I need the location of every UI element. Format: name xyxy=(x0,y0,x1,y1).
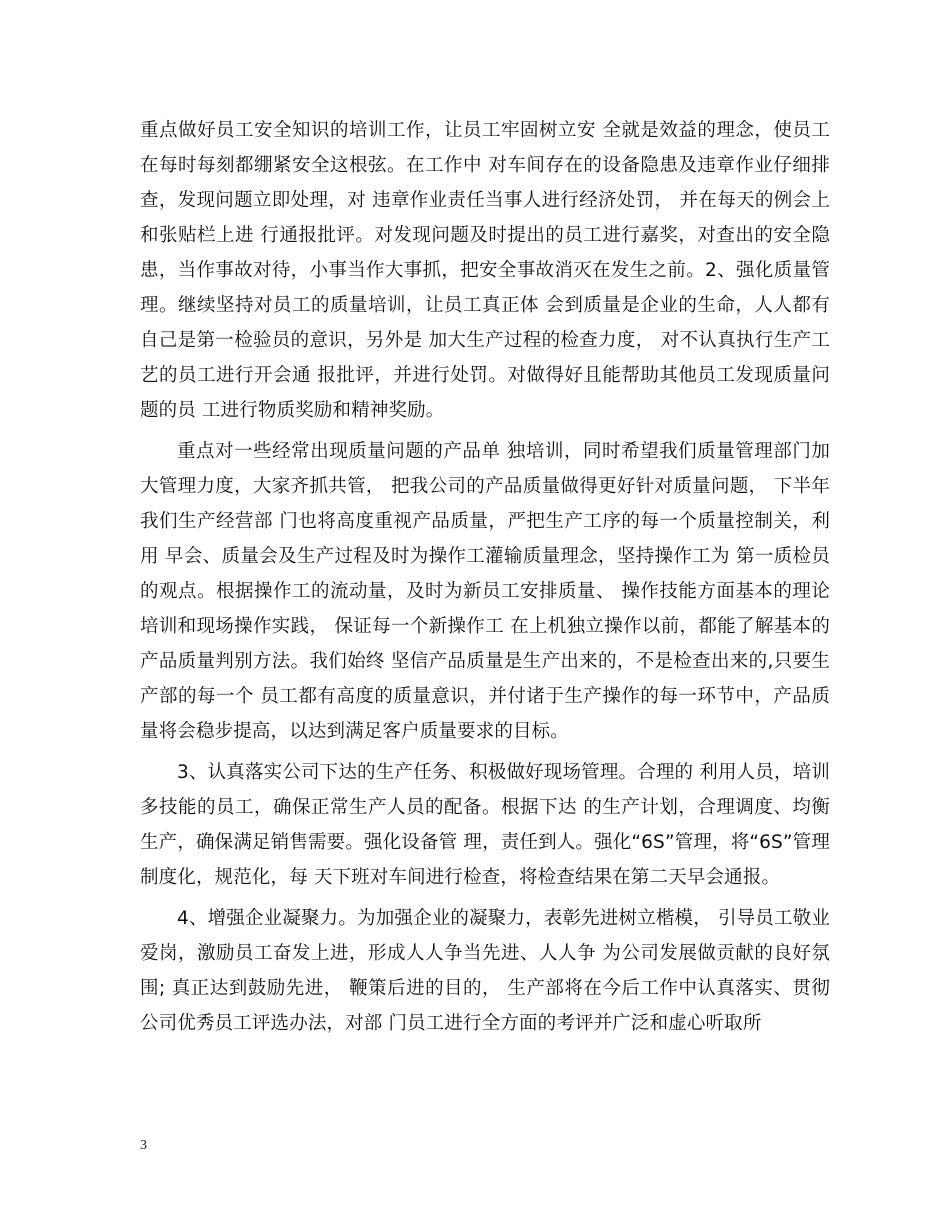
paragraph-quality-training: 重点对一些经常出现质量问题的产品单 独培训，同时希望我们质量管理部门加大管理力度，大家齐抓共管， 把我公司的产品质量做得更好针对质量问题， 下半年我们生产经营部 门也将高度重视产品质量，严把生产工序的每一个质量控制关，利用 早会、质量会及生产过程及时为操作工灌输质量理念，坚持操作工为 第一质检员的观点。根据操作工的流动量，及时为新员工安排质量、 操作技能方面基本的理论培训和现场操作实践， 保证每一个新操作工 在上机独立操作以前，都能了解基本的产品质量判别方法。我们始终 坚信产品质量是生产出来的，不是检查出来的,只要生产部的每一个 员工都有高度的质量意识，并付诸于生产操作的每一环节中，产品质 量将会稳步提高，以达到满足客户质量要求的目标。 xyxy=(140,441,830,742)
page-number: 3 xyxy=(140,1138,147,1153)
paragraph-safety-and-quality: 重点做好员工安全知识的培训工作，让员工牢固树立安 全就是效益的理念，使员工在每时每刻都绷紧安全这根弦。在工作中 对车间存在的设备隐患及违章作业仔细排查，发现问题立即处理，对 违章作业责任当事人进行经济处罚， 并在每天的例会上和张贴栏上进 行通报批评。对发现问题及时提出的员工进行嘉奖，对查出的安全隐 患，当作事故对待，小事当作大事抓，把安全事故消灭在发生之前。2、强化质量管理。继续坚持对员工的质量培训，让员工真正体 会到质量是企业的生命，人人都有自己是第一检验员的意识，另外是 加大生产过程的检查力度， 对不认真执行生产工艺的员工进行开会通 报批评，并进行处罚。对做得好且能帮助其他员工发现质量问题的员 工进行物质奖励和精神奖励。 xyxy=(140,120,830,421)
paragraph-production-tasks: 3、认真落实公司下达的生产任务、积极做好现场管理。合理的 利用人员，培训多技能的员工，确保正常生产人员的配备。根据下达 的生产计划，合理调度、均衡生产，确保满足销售需要。强化设备管 理，责任到人。强化“6S”管理，将“6S”管理制度化，规范化，每 天下班对车间进行检查，将检查结果在第二天早会通报。 xyxy=(140,762,830,888)
paragraph-cohesion: 4、增强企业凝聚力。为加强企业的凝聚力，表彰先进树立楷模， 引导员工敬业爱岗，激励员工奋发上进，形成人人争当先进、人人争 为公司发展做贡献的良好氛围; 真正达到鼓励先进， 鞭策后进的目的， 生产部将在今后工作中认真落实、贯彻公司优秀员工评选办法，对部 门员工进行全方面的考评并广泛和虚心听取所 xyxy=(140,908,830,1034)
document-body xyxy=(140,113,830,1047)
